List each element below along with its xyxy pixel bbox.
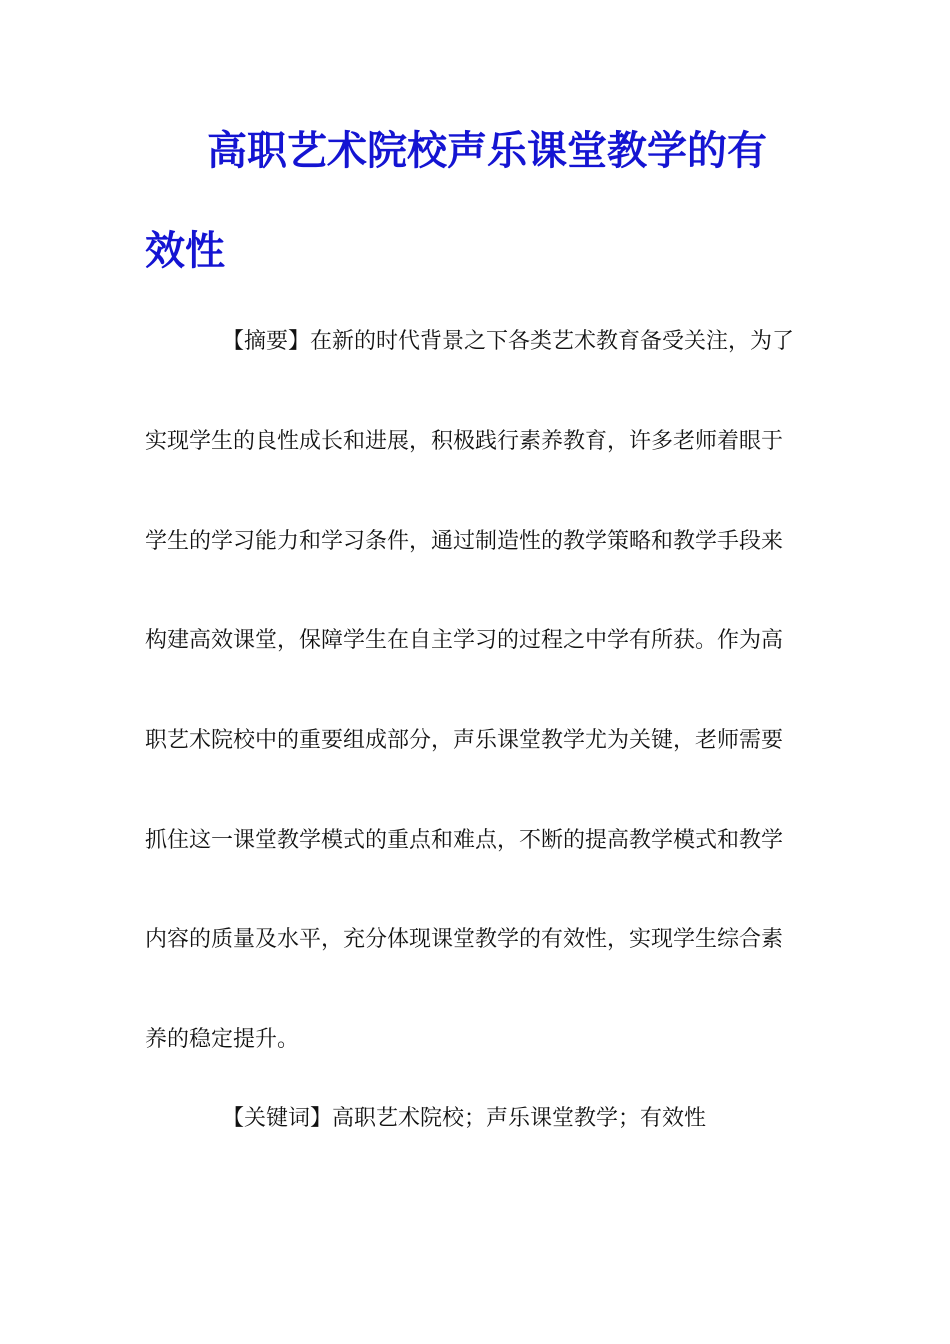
abstract-line-6: 抓住这一课堂教学模式的重点和难点，不断的提高教学模式和教学 bbox=[145, 828, 784, 853]
document-title-line-1: 高职艺术院校声乐课堂教学的有 bbox=[207, 127, 767, 174]
abstract-line-7: 内容的质量及水平，充分体现课堂教学的有效性，实现学生综合素 bbox=[145, 927, 784, 952]
abstract-line-5: 职艺术院校中的重要组成部分，声乐课堂教学尤为关键，老师需要 bbox=[145, 728, 784, 753]
abstract-line-3: 学生的学习能力和学习条件，通过制造性的教学策略和教学手段来 bbox=[145, 529, 784, 554]
abstract-line-2: 实现学生的良性成长和进展，积极践行素养教育，许多老师着眼于 bbox=[145, 429, 784, 454]
abstract-line-8: 养的稳定提升。 bbox=[145, 1027, 300, 1052]
document-title-line-2: 效性 bbox=[145, 227, 225, 274]
keywords-line: 【关键词】高职艺术院校；声乐课堂教学；有效性 bbox=[222, 1106, 707, 1131]
abstract-line-4: 构建高效课堂，保障学生在自主学习的过程之中学有所获。作为高 bbox=[145, 628, 784, 653]
abstract-line-1: 【摘要】在新的时代背景之下各类艺术教育备受关注，为了 bbox=[222, 329, 795, 354]
